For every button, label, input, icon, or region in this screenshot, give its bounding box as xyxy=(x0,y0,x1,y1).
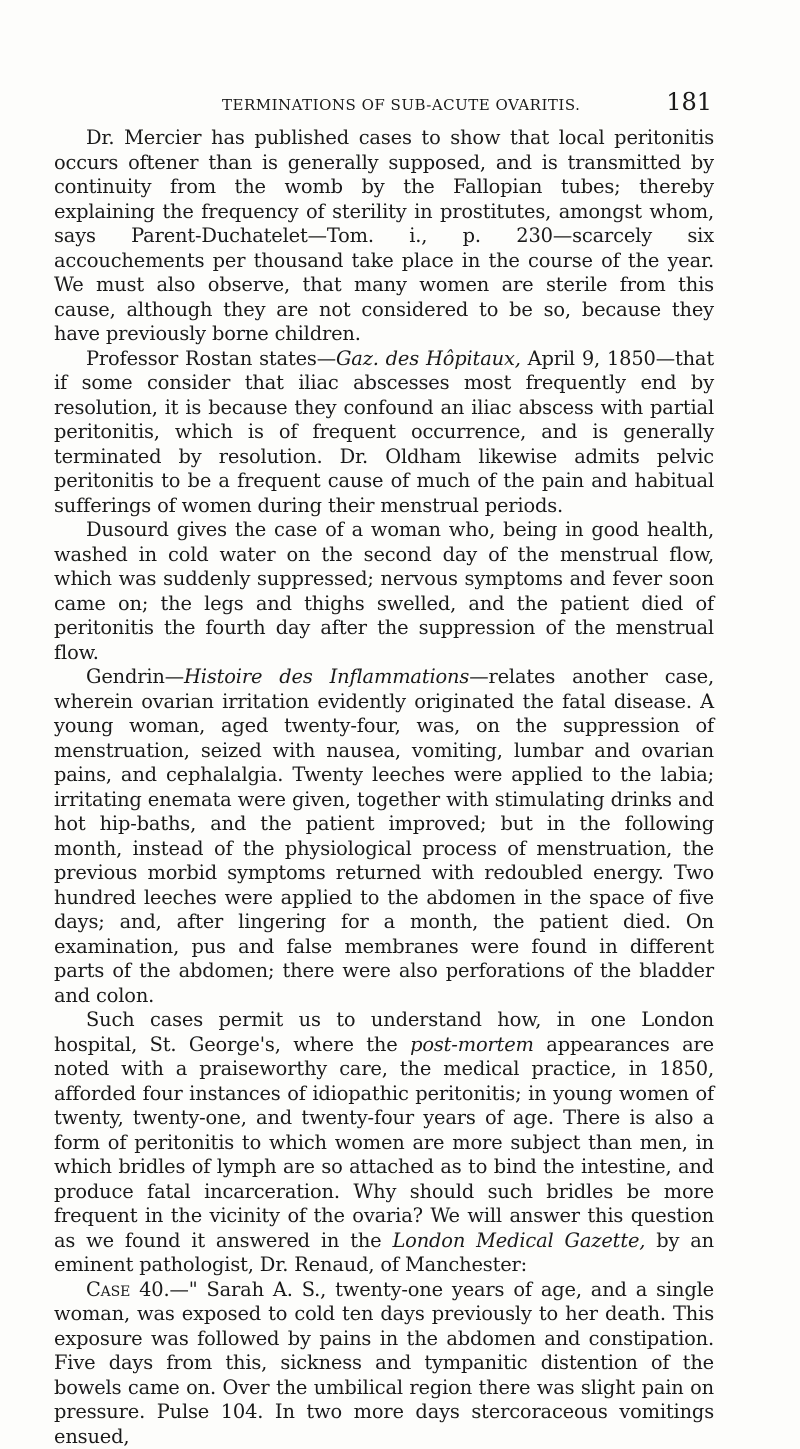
paragraph-text: —" Sarah A. S., twenty-one years of age, and a single woman, was exposed to cold ten days previously to her death. This exposure was followed by pains in the abdomen and constipation. Five days from this, sickness and tympanitic distention of the bowels came on. Over the umbilical region there was slight pain on pressure. Pulse 104. In two more days stercoraceous vomitings ensued, xyxy=(54,1278,714,1448)
running-head xyxy=(222,88,712,116)
paragraph-rostan xyxy=(54,347,714,519)
paragraph-mercier xyxy=(54,126,714,347)
latin-term: post-mortem xyxy=(410,1033,534,1056)
running-title: TERMINATIONS OF SUB-ACUTE OVARITIS. xyxy=(222,96,580,114)
paragraph-st-georges xyxy=(54,1008,714,1278)
paragraph-text: by an eminent pathologist, Dr. Renaud, of Manchester: xyxy=(54,1229,714,1277)
paragraph-text: Professor Rostan states— xyxy=(86,347,336,370)
paragraph-text: Dusourd gives the case of a woman who, being in good health, washed in cold water on the second day of the menstrual flow, which was suddenly suppressed; nervous symptoms and fever soon came on; the legs and thighs swelled, and the patient died of peritonitis the fourth day after the suppression of the menstrual flow. xyxy=(54,518,714,664)
paragraph-dusourd xyxy=(54,518,714,665)
citation: Gaz. des Hôpitaux, xyxy=(336,347,521,370)
body-text xyxy=(54,126,714,1449)
citation: Histoire des Inflammations xyxy=(184,665,469,688)
paragraph-text: Such cases permit us to understand how, in one London hospital, St. George's, where the xyxy=(54,1008,714,1056)
paragraph-text: Gendrin— xyxy=(86,665,184,688)
paragraph-text: —relates another case, wherein ovarian irritation evidently originated the fatal disease. A young woman, aged twenty-four, was, on the suppression of menstruation, seized with nausea, vomiting, lumbar and ovarian pains, and cephalalgia. Twenty leeches were applied to the labia; irritating enemata were given, together with stimulating drinks and hot hip-baths, and the patient improved; but in the following month, instead of the physiological process of menstruation, the previous morbid symptoms returned with redoubled energy. Two hundred leeches were applied to the abdomen in the space of five days; and, after lingering for a month, the patient died. On examination, pus and false membranes were found in different parts of the abdomen; there were also perforations of the bladder and colon. xyxy=(54,665,714,1007)
paragraph-gendrin xyxy=(54,665,714,1008)
paragraph-text: appearances are noted with a praiseworthy care, the medical practice, in 1850, afforded four instances of idiopathic peritonitis; in young women of twenty, twenty-one, and twenty-four years of age. There is also a form of peritonitis to which women are more subject than men, in which bridles of lymph are so attached as to bind the intestine, and produce fatal incarceration. Why should such bridles be more frequent in the vicinity of the ovaria? We will answer this question as we found it answered in the xyxy=(54,1033,714,1252)
case-label: Case 40. xyxy=(86,1278,170,1301)
paragraph-text: Dr. Mercier has published cases to show that local peritonitis occurs oftener than is generally supposed, and is transmitted by continuity from the womb by the Fallopian tubes; thereby explaining the frequency of sterility in prostitutes, amongst whom, says Parent-Duchatelet—Tom. i., p. 230—scarcely six accouchements per thousand take place in the course of the year. We must also observe, that many women are sterile from this cause, although they are not considered to be so, because they have previously borne children. xyxy=(54,126,714,345)
paragraph-case-40 xyxy=(54,1278,714,1449)
page-number: 181 xyxy=(666,88,712,116)
paragraph-text: April 9, 1850—that if some consider that iliac abscesses most frequently end by resolution, it is because they confound an iliac abscess with partial peritonitis, which is of frequent occurrence, and is generally terminated by resolution. Dr. Oldham likewise admits pelvic peritonitis to be a frequent cause of much of the pain and habitual sufferings of women during their menstrual periods. xyxy=(54,347,714,517)
citation: London Medical Gazette, xyxy=(392,1229,645,1252)
